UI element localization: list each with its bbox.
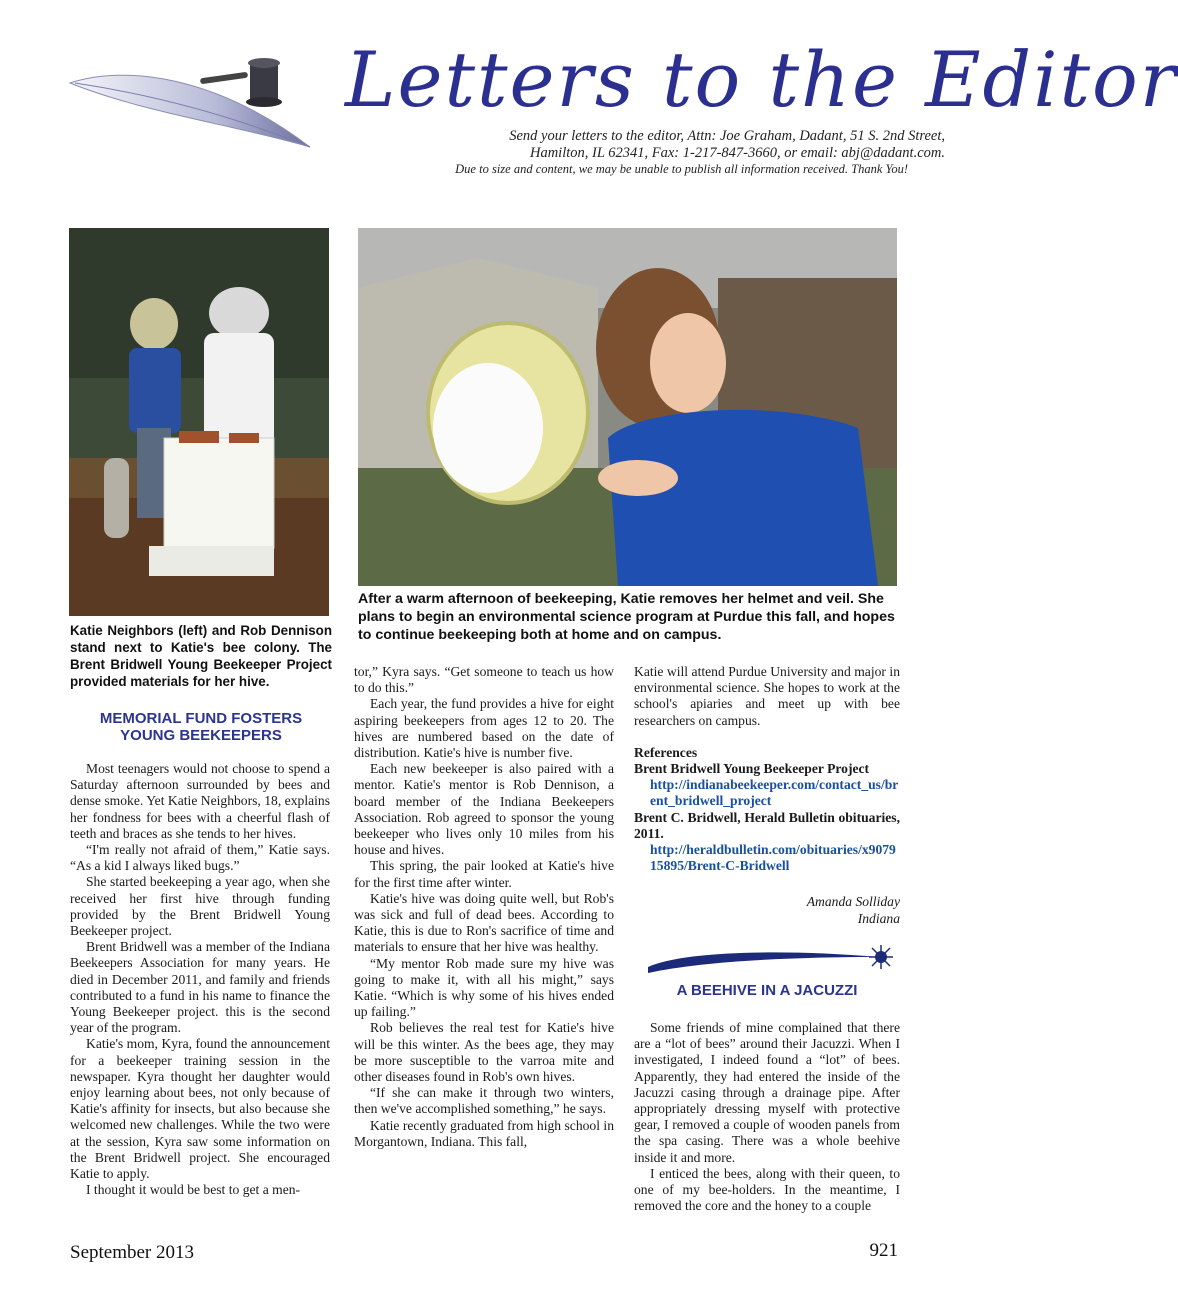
paragraph: Katie's hive was doing quite well, but Rob's was sick and full of dead bees. According to Katie, this is due to Ron's sacrifice of time and materials to ensure that her hive was healthy. xyxy=(354,890,614,955)
footer-page-number: 921 xyxy=(869,1240,898,1261)
paragraph: Each new beekeeper is also paired with a mentor. Katie's mentor is Rob Dennison, a board member of the Indiana Beekeepers Association. Rob agreed to sponsor the young beekeeper who lives only 10 miles from his house and hives. xyxy=(354,761,614,858)
masthead-title: Letters to the Editor xyxy=(345,35,1178,124)
paragraph: Rob believes the real test for Katie's hive will be this winter. As the bees age, they may be more susceptible to the varroa mite and other diseases found in Rob's own hives. xyxy=(354,1020,614,1085)
divider-swoosh xyxy=(643,943,898,977)
reference-2-name xyxy=(634,810,900,842)
quill-inkwell-icon xyxy=(65,55,345,155)
reference-1-link[interactable]: http://indianabeekeeper.com/contact_us/brent_bridwell_project xyxy=(650,777,899,809)
paragraph: Each year, the fund provides a hive for eight aspiring beekeepers from ages 12 to 20. The hives are numbered based on the date of distribution. Katie's hive is number five. xyxy=(354,696,614,761)
photo-katie-with-helmet xyxy=(358,228,897,586)
paragraph: I thought it would be best to get a men- xyxy=(86,1182,301,1198)
submission-note: Due to size and content, we may be unable to publish all information received. Thank You! xyxy=(455,162,908,176)
article-headline-jacuzzi: A BEEHIVE IN A JACUZZI xyxy=(676,982,858,999)
article-headline-memorial-fund xyxy=(70,710,332,744)
paragraph: Most teenagers would not choose to spend a Saturday afternoon surrounded by bees and dense smoke. Yet Katie Neighbors, 18, explains her fondness for bees with a cheerful flash of teeth and braces as she tends to her hives. xyxy=(70,761,330,841)
paragraph: Some friends of mine complained that there are a “lot of bees” around their Jacuzzi. When I investigated, I indeed found a “lot” of bees. Apparently, they had entered the inside of the Jacuzzi casing through a drainage pipe. After appropriately dressing myself with protective gear, I removed a couple of wooden panels from the spa casing. There was a whole beehive inside it and more. xyxy=(634,1020,900,1165)
article-column-2 xyxy=(354,664,614,1150)
article-column-1 xyxy=(70,761,330,1198)
paragraph: She started beekeeping a year ago, when she received her first hive through funding provided by the Brent Bridwell Young Beekeeper project. xyxy=(70,874,330,939)
paragraph: Katie will attend Purdue University and major in environmental science. She hopes to work at the school's apiaries and meet up with bee researchers on campus. xyxy=(634,664,900,728)
references-heading: References xyxy=(634,744,698,760)
headline-line-1: MEMORIAL FUND FOSTERS xyxy=(99,710,303,727)
paragraph: I enticed the bees, along with their queen, to one of my bee-holders. In the meantime, I removed the core and the honey to a couple xyxy=(634,1165,900,1214)
footer-issue-date: September 2013 xyxy=(70,1242,195,1263)
paragraph: This spring, the pair looked at Katie's hive for the first time after winter. xyxy=(354,858,614,890)
submission-line-1: Send your letters to the editor, Attn: Joe Graham, Dadant, 51 S. 2nd Street, xyxy=(509,128,945,144)
photo-caption-right: After a warm afternoon of beekeeping, Katie removes her helmet and veil. She plans to begin an environmental science program at Purdue this fall, and hopes to continue beekeeping both at home and on campus. xyxy=(358,591,895,643)
reference-1-name: Brent Bridwell Young Beekeeper Project xyxy=(634,761,870,777)
paragraph: tor,” Kyra says. “Get someone to teach us how to do this.” xyxy=(354,664,614,696)
author-location: Indiana xyxy=(857,910,900,926)
author-name: Amanda Solliday xyxy=(806,894,900,910)
photo-beekeepers-with-hive xyxy=(69,228,329,616)
paragraph: Katie recently graduated from high school in Morgantown, Indiana. This fall, xyxy=(354,1117,614,1149)
paragraph: “I'm really not afraid of them,” Katie says. “As a kid I always liked bugs.” xyxy=(70,842,330,874)
submission-line-2: Hamilton, IL 62341, Fax: 1-217-847-3660, or email: abj@dadant.com. xyxy=(529,145,945,161)
article-2-column xyxy=(634,1020,900,1214)
paragraph: “If she can make it through two winters, then we've accomplished something,” he says. xyxy=(354,1085,614,1117)
paragraph: “My mentor Rob made sure my hive was going to make it, with all his might,” says Katie. “Which is why some of his hives ended up failing.” xyxy=(354,955,614,1020)
photo-caption-left: Katie Neighbors (left) and Rob Dennison stand next to Katie's bee colony. The Brent Bridwell Young Beekeeper Project provided materials for her hive. xyxy=(70,623,332,689)
headline-line-2: YOUNG BEEKEEPERS xyxy=(120,727,282,744)
paragraph: Katie's mom, Kyra, found the announcement for a beekeeper training session in the newspaper. Kyra thought her daughter would enjoy learning about bees, not only because of Katie's affinity for insects, but also because she welcomed new challenges. While the two were at the session, Kyra saw some information on the Brent Bridwell project. She encouraged Katie to apply. xyxy=(70,1036,330,1182)
submission-info xyxy=(330,128,945,162)
reference-2-text: Brent C. Bridwell, Herald Bulletin obituaries, 2011. xyxy=(634,809,900,841)
paragraph: Brent Bridwell was a member of the Indiana Beekeepers Association for many years. He died in December 2011, and family and friends contributed to a fund in his name to finance the Young Beekeeper project. this is the second year of the program. xyxy=(70,939,330,1036)
article-column-3 xyxy=(634,664,900,927)
reference-2-link[interactable]: http://heraldbulletin.com/obituaries/x907915895/Brent-C-Bridwell xyxy=(650,842,896,874)
